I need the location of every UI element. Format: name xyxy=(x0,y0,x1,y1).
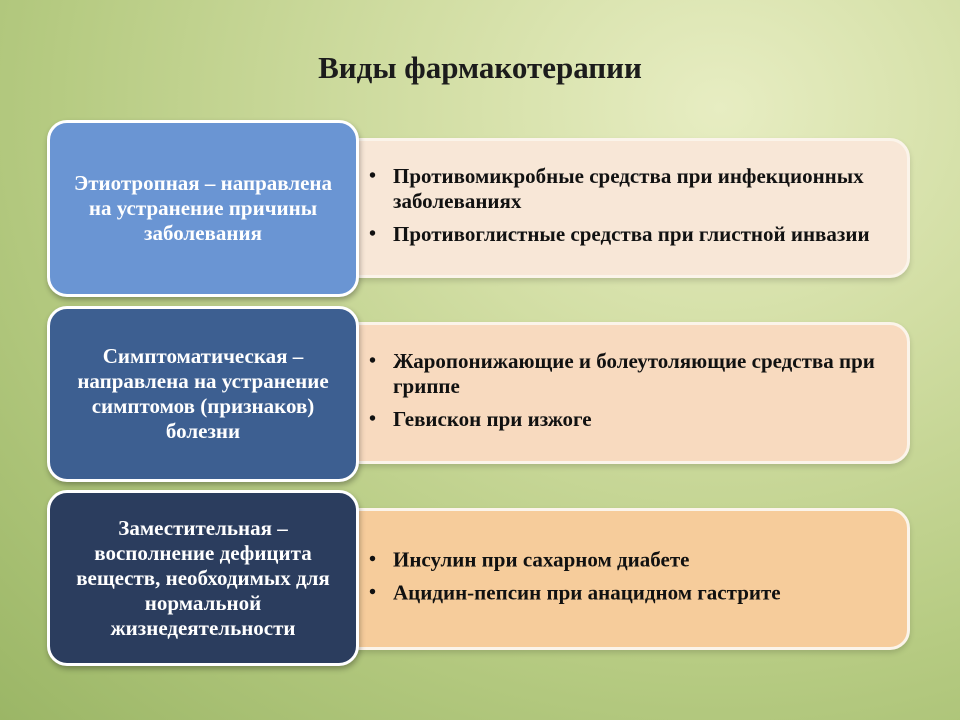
examples-box xyxy=(340,508,910,650)
examples-list xyxy=(343,346,907,440)
examples-list xyxy=(343,161,907,255)
category-box xyxy=(47,120,359,297)
example-item: • Ацидин-пепсин при анацидном гастрите xyxy=(393,581,889,606)
example-item: • Гевискон при изжоге xyxy=(393,407,889,432)
slide-title: Виды фармакотерапии xyxy=(318,50,642,85)
examples-box xyxy=(340,138,910,278)
example-item: • Инсулин при сахарном диабете xyxy=(393,548,889,573)
category-box xyxy=(47,306,359,482)
example-item: • Противомикробные средства при инфекционных заболеваниях xyxy=(393,164,889,214)
category-label: Этиотропная – направлена на устранение причины заболевания xyxy=(73,171,333,245)
category-box xyxy=(47,490,359,666)
example-item: • Противоглистные средства при глистной инвазии xyxy=(393,222,889,247)
examples-list xyxy=(343,545,907,614)
category-label: Симптоматическая – направлена на устранение симптомов (признаков) болезни xyxy=(77,344,329,443)
example-item: • Жаропонижающие и болеутоляющие средства при гриппе xyxy=(393,349,889,399)
examples-box xyxy=(340,322,910,464)
category-label: Заместительная – восполнение дефицита веществ, необходимых для нормальной жизнедеятельности xyxy=(76,515,330,640)
